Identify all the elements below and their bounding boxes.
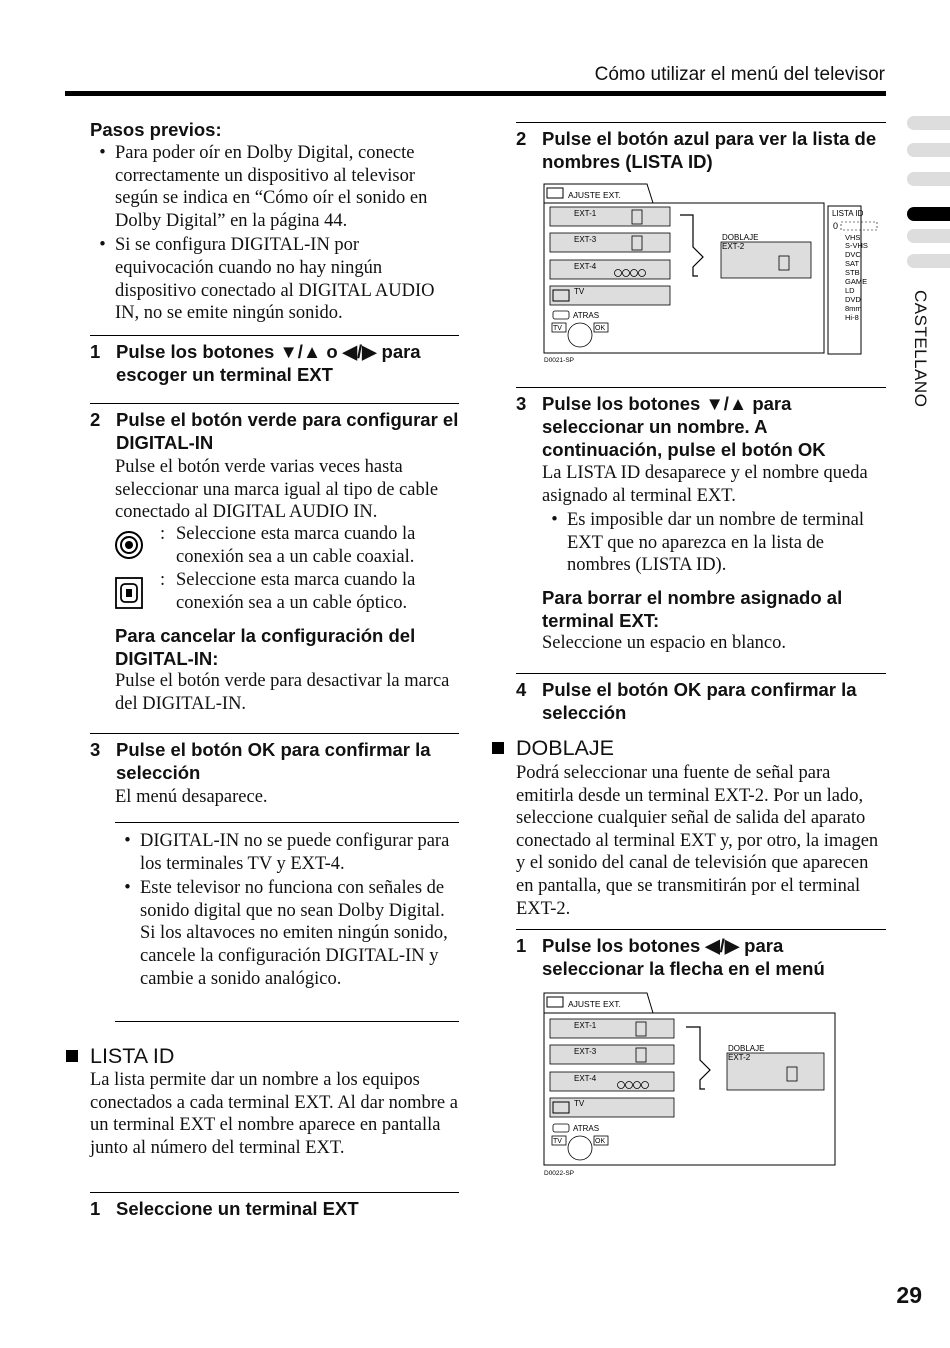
right-step-4: 4 Pulse el botón OK para confirmar la selección: [516, 679, 857, 723]
side-tab: [907, 116, 950, 130]
square-bullet-icon: [492, 742, 504, 754]
step-3: 3 Pulse el botón OK para confirmar la selección: [90, 739, 431, 783]
doblaje-heading: DOBLAJE: [492, 735, 614, 761]
pasos-title: Pasos previos:: [90, 119, 222, 140]
dpad-icon: [568, 323, 592, 347]
divider: [115, 1021, 459, 1022]
right-step-3: 3 Pulse los botones ▼/▲ para seleccionar un nombre. A continuación, pulse el botón OK: [516, 393, 826, 460]
row-label: TV: [574, 287, 585, 296]
divider: [90, 403, 459, 404]
list-item: • DIGITAL-IN no se puede configurar para los terminales TV y EXT-4.: [124, 831, 450, 874]
ok-button-label: OK: [595, 1138, 606, 1145]
side-language-label: CASTELLANO: [911, 290, 930, 408]
lista-item: Hi-8: [845, 313, 859, 322]
lista-item: DVD: [845, 295, 861, 304]
page-header-title: Cómo utilizar el menú del televisor: [594, 64, 885, 85]
row-label: EXT-1: [574, 1021, 597, 1030]
divider: [516, 929, 886, 930]
coaxial-description: Seleccione esta marca cuando la conexión sea a un cable coaxial.: [176, 524, 416, 567]
figure-code: D0022-SP: [544, 1170, 574, 1177]
page-number: 29: [896, 1282, 922, 1308]
divider: [90, 733, 459, 734]
lista-item: DVC: [845, 250, 861, 259]
pasos-list: [90, 142, 460, 325]
list-item: • Es imposible dar un nombre de terminal EXT que no aparezca en la lista de nombres (LISTA ID).: [551, 510, 864, 576]
screen-tab-label: AJUSTE EXT.: [568, 190, 621, 200]
list-item: • Si se configura DIGITAL-IN por equivocación cuando no hay ningún dispositivo conectado al DIGITAL AUDIO IN, no se emite ningún sonido.: [99, 235, 435, 324]
screen-icon: [547, 997, 563, 1007]
divider: [516, 122, 886, 123]
divider: [516, 673, 886, 674]
step-1: 1 Pulse los botones ▼/▲ o ◀/▶ para escoger un terminal EXT: [90, 341, 421, 385]
back-label: ATRAS: [573, 311, 600, 320]
tv-button-label: TV: [553, 1138, 562, 1145]
cancel-body: Pulse el botón verde para desactivar la marca del DIGITAL-IN.: [115, 671, 450, 714]
lista-id-heading: LISTA ID: [66, 1043, 174, 1069]
notes-list: [115, 830, 460, 990]
header-rule: [65, 91, 886, 96]
divider: [90, 1192, 459, 1193]
list-item: • Este televisor no funciona con señales de sonido digital que no sean Dolby Digital. Si los altavoces no emiten ningún sonido, cancele la configuración DIGITAL-IN y cambie a sonido analógico.: [124, 878, 448, 989]
coaxial-icon: [113, 529, 145, 561]
doblaje-step-1: 1 Pulse los botones ◀/▶ para seleccionar la flecha en el menú: [516, 935, 825, 979]
ajuste-ext-screen-2: [543, 991, 843, 1181]
lista-item: STB: [845, 268, 860, 277]
optical-icon: [114, 576, 144, 610]
row-label: TV: [574, 1099, 585, 1108]
lista-item: GAME: [845, 277, 868, 286]
row-label: EXT-3: [574, 235, 597, 244]
step-3-body: El menú desaparece.: [115, 787, 268, 807]
erase-title: Para borrar el nombre asignado al terminal EXT:: [542, 587, 843, 631]
lista-item: 8mm: [845, 304, 862, 313]
lista-item: S-VHS: [845, 241, 868, 250]
right-step-2: 2 Pulse el botón azul para ver la lista de nombres (LISTA ID): [516, 128, 877, 172]
row-label: EXT-4: [574, 1074, 597, 1083]
lista-item: LD: [845, 286, 855, 295]
doblaje-label: DOBLAJE: [728, 1044, 765, 1053]
erase-body: Seleccione un espacio en blanco.: [542, 633, 786, 653]
lista-item: VHS: [845, 233, 861, 242]
ok-button-label: OK: [595, 325, 606, 332]
screen-icon: [547, 188, 563, 198]
side-tab: [907, 172, 950, 186]
side-tab: [907, 254, 950, 268]
dpad-icon: [568, 1136, 592, 1160]
side-tab-active: [907, 207, 950, 221]
square-bullet-icon: [66, 1050, 78, 1062]
side-tab: [907, 143, 950, 157]
list-item: • Para poder oír en Dolby Digital, conecte correctamente un dispositivo al televisor según se indica en “Cómo oír el sonido en Dolby Digital” en la página 44.: [99, 143, 428, 231]
doblaje-ext-label: EXT-2: [728, 1053, 751, 1062]
divider: [516, 387, 886, 388]
divider: [115, 822, 459, 823]
figure-code: D0021-SP: [544, 357, 574, 364]
step-2-body: Pulse el botón verde varias veces hasta seleccionar una marca igual al tipo de cable conectado al DIGITAL AUDIO IN.: [115, 457, 439, 523]
row-label: EXT-3: [574, 1047, 597, 1056]
lista-item: SAT: [845, 259, 860, 268]
row-label: EXT-1: [574, 209, 597, 218]
divider: [90, 335, 459, 336]
screen-tab-label: AJUSTE EXT.: [568, 999, 621, 1009]
svg-text:0: 0: [833, 221, 839, 231]
lista-step-1: 1 Seleccione un terminal EXT: [90, 1198, 359, 1219]
lista-id-body: La lista permite dar un nombre a los equipos conectados a cada terminal EXT. Al dar nombre a un terminal EXT el nombre aparece en pantalla junto al número del terminal EXT.: [90, 1070, 458, 1158]
ajuste-ext-screen-1: [543, 182, 868, 367]
side-tab: [907, 229, 950, 243]
optical-description: Seleccione esta marca cuando la conexión sea a un cable óptico.: [176, 570, 416, 613]
right-step-3-body: La LISTA ID desaparece y el nombre queda asignado al terminal EXT.: [542, 463, 868, 506]
lista-id-panel-title: LISTA ID: [832, 209, 864, 218]
doblaje-label: DOBLAJE: [722, 233, 759, 242]
step-2: 2 Pulse el botón verde para configurar el DIGITAL-IN: [90, 409, 459, 453]
doblaje-body: Podrá seleccionar una fuente de señal para emitirla desde un terminal EXT-2. Por un lado, seleccione cualquier señal de salida del aparato conectado al terminal EXT y, por otro, la imagen y el sonido del canal de televisión que aparecen en pantalla, que se transmitirán por el terminal EXT-2.: [516, 763, 879, 919]
cancel-title: Para cancelar la configuración del DIGITAL-IN:: [115, 625, 416, 669]
row-label: EXT-4: [574, 262, 597, 271]
back-label: ATRAS: [573, 1124, 600, 1133]
tv-button-label: TV: [553, 325, 562, 332]
right-step-3-bullet: [542, 509, 887, 577]
doblaje-ext-label: EXT-2: [722, 242, 745, 251]
